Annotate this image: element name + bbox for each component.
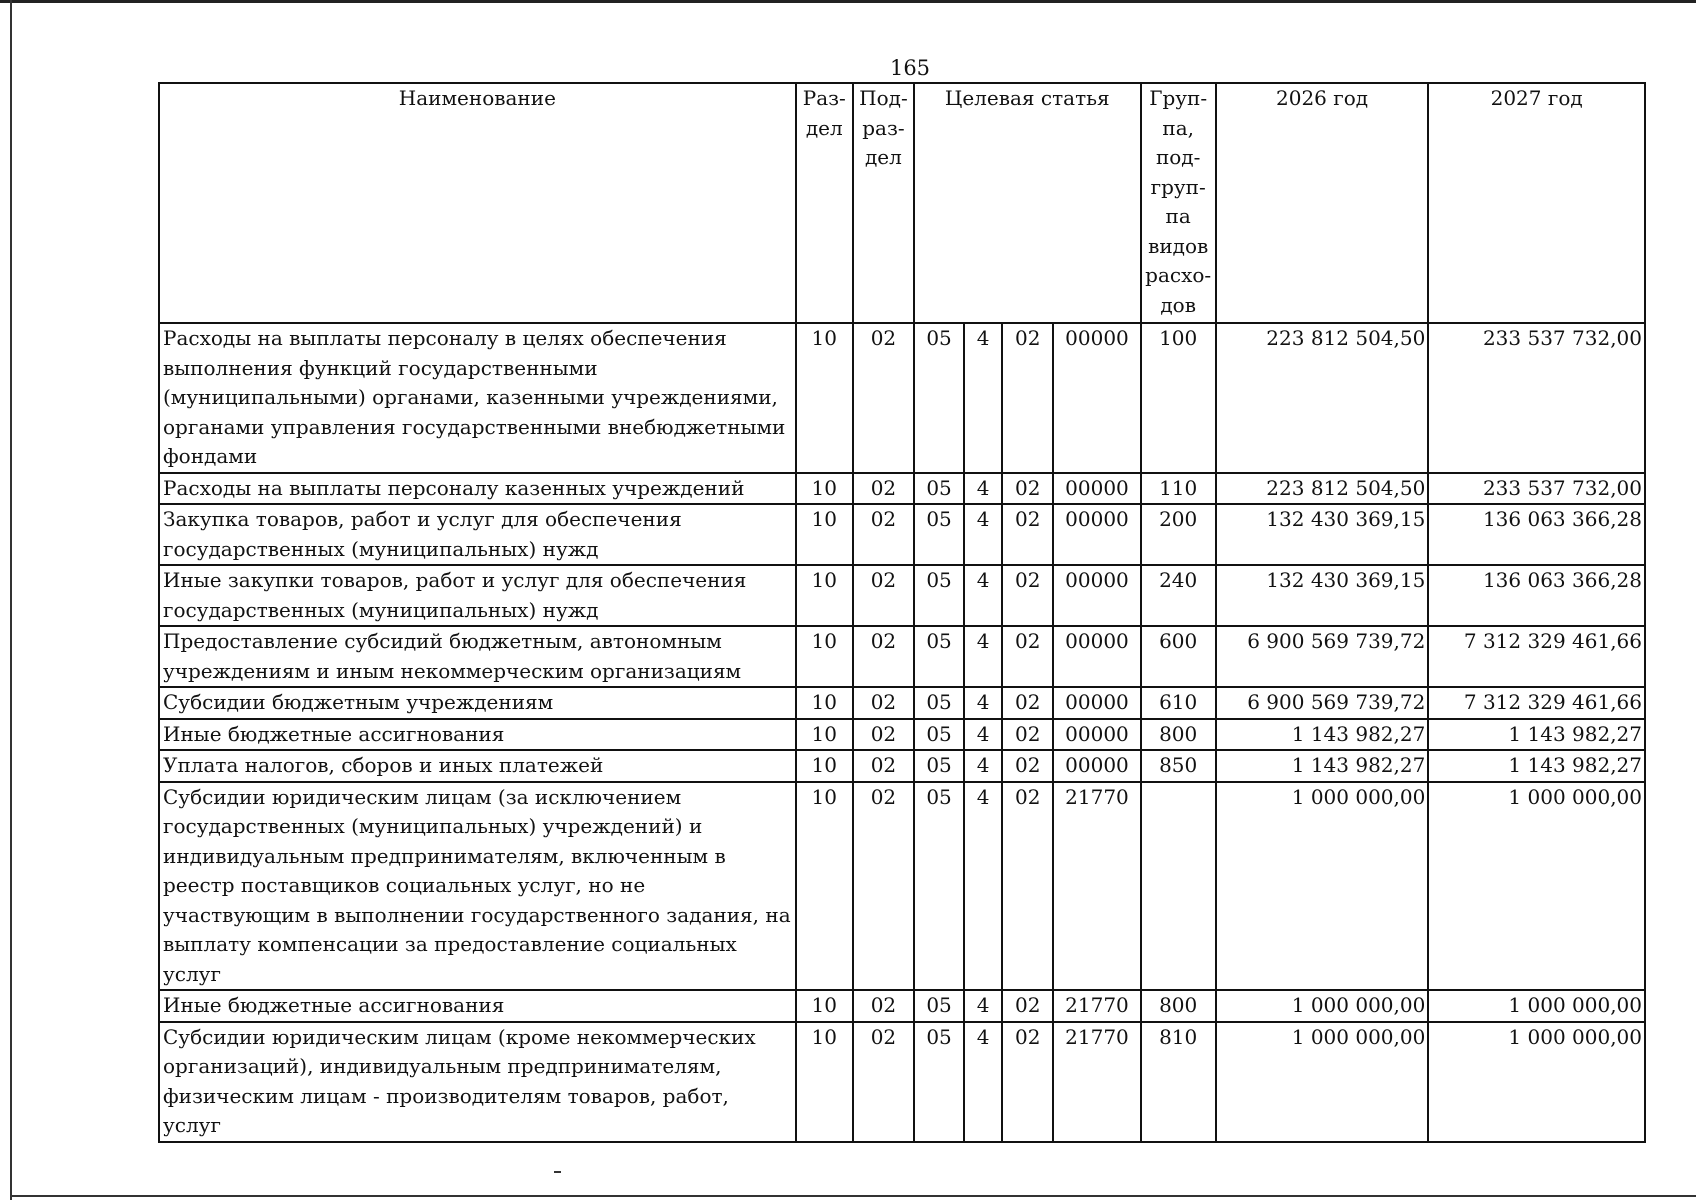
cell-cs-type: 4: [964, 750, 1002, 782]
cell-amount-2027: 233 537 732,00: [1428, 323, 1645, 473]
cell-cs-program: 05: [914, 990, 964, 1022]
cell-cs-program: 05: [914, 565, 964, 626]
cell-razdel: 10: [796, 323, 853, 473]
cell-name: Субсидии юридическим лицам (за исключением государственных (муниципальных) учреждений) и индивидуальным предпринимателям, включенным в реестр поставщиков социальных услуг, но не участвующим в выполнении государственного задания, на выплату компенсации за предоставление социальных услуг: [159, 782, 796, 991]
table-row: [159, 473, 1645, 505]
cell-cs-subprogram: 02: [1002, 782, 1053, 991]
cell-cs-program: 05: [914, 687, 964, 719]
table-row: [159, 782, 1645, 991]
cell-amount-2027: 7 312 329 461,66: [1428, 626, 1645, 687]
cell-amount-2027: 1 000 000,00: [1428, 782, 1645, 991]
cell-podrazdel: 02: [853, 782, 914, 991]
cell-amount-2026: 1 143 982,27: [1216, 750, 1429, 782]
cell-cs-subprogram: 02: [1002, 719, 1053, 751]
cell-podrazdel: 02: [853, 719, 914, 751]
cell-cs-program: 05: [914, 504, 964, 565]
cell-podrazdel: 02: [853, 473, 914, 505]
cell-cs-program: 05: [914, 626, 964, 687]
cell-cs-direction: 00000: [1053, 473, 1140, 505]
table-row: [159, 565, 1645, 626]
cell-cs-subprogram: 02: [1002, 990, 1053, 1022]
cell-cs-subprogram: 02: [1002, 565, 1053, 626]
cell-cs-program: 05: [914, 473, 964, 505]
cell-cs-type: 4: [964, 990, 1002, 1022]
cell-cs-program: 05: [914, 782, 964, 991]
cell-razdel: 10: [796, 687, 853, 719]
table-row: [159, 719, 1645, 751]
cell-razdel: 10: [796, 990, 853, 1022]
cell-amount-2026: 6 900 569 739,72: [1216, 687, 1429, 719]
cell-vid-rashodov: 800: [1141, 719, 1216, 751]
cell-vid-rashodov: [1141, 782, 1216, 991]
header-razdel: Раз- дел: [796, 83, 853, 323]
cell-cs-type: 4: [964, 504, 1002, 565]
cell-cs-direction: 21770: [1053, 990, 1140, 1022]
cell-podrazdel: 02: [853, 1022, 914, 1142]
scan-edge-top: [0, 0, 1696, 3]
cell-amount-2027: 1 000 000,00: [1428, 990, 1645, 1022]
budget-table: [158, 82, 1646, 1143]
cell-name: Расходы на выплаты персоналу казенных учреждений: [159, 473, 796, 505]
cell-amount-2026: 1 000 000,00: [1216, 1022, 1429, 1142]
cell-cs-direction: 21770: [1053, 782, 1140, 991]
cell-vid-rashodov: 810: [1141, 1022, 1216, 1142]
cell-vid-rashodov: 800: [1141, 990, 1216, 1022]
cell-cs-type: 4: [964, 473, 1002, 505]
table-row: [159, 504, 1645, 565]
cell-amount-2026: 132 430 369,15: [1216, 504, 1429, 565]
cell-razdel: 10: [796, 719, 853, 751]
cell-cs-subprogram: 02: [1002, 504, 1053, 565]
header-name: Наименование: [159, 83, 796, 323]
table-header-row: [159, 83, 1645, 323]
cell-vid-rashodov: 100: [1141, 323, 1216, 473]
cell-cs-program: 05: [914, 1022, 964, 1142]
cell-cs-type: 4: [964, 626, 1002, 687]
cell-vid-rashodov: 110: [1141, 473, 1216, 505]
cell-vid-rashodov: 850: [1141, 750, 1216, 782]
cell-amount-2027: 1 000 000,00: [1428, 1022, 1645, 1142]
cell-cs-subprogram: 02: [1002, 750, 1053, 782]
cell-cs-subprogram: 02: [1002, 1022, 1053, 1142]
scan-edge-left: [10, 0, 12, 1200]
cell-cs-type: 4: [964, 782, 1002, 991]
cell-amount-2026: 1 143 982,27: [1216, 719, 1429, 751]
cell-vid-rashodov: 240: [1141, 565, 1216, 626]
cell-cs-direction: 00000: [1053, 565, 1140, 626]
cell-cs-program: 05: [914, 750, 964, 782]
cell-amount-2027: 1 143 982,27: [1428, 719, 1645, 751]
cell-name: Субсидии юридическим лицам (кроме некоммерческих организаций), индивидуальным предпринимателям, физическим лицам - производителям товаров, работ, услуг: [159, 1022, 796, 1142]
cell-podrazdel: 02: [853, 323, 914, 473]
cell-cs-subprogram: 02: [1002, 323, 1053, 473]
header-celevaya-statya: Целевая статья: [914, 83, 1141, 323]
page-number: 165: [889, 56, 931, 80]
cell-name: Уплата налогов, сборов и иных платежей: [159, 750, 796, 782]
table-row: [159, 750, 1645, 782]
cell-name: Субсидии бюджетным учреждениям: [159, 687, 796, 719]
cell-amount-2026: 6 900 569 739,72: [1216, 626, 1429, 687]
cell-vid-rashodov: 610: [1141, 687, 1216, 719]
cell-cs-direction: 00000: [1053, 323, 1140, 473]
cell-razdel: 10: [796, 626, 853, 687]
cell-cs-type: 4: [964, 687, 1002, 719]
cell-razdel: 10: [796, 473, 853, 505]
table-row: [159, 323, 1645, 473]
cell-razdel: 10: [796, 504, 853, 565]
table-row: [159, 687, 1645, 719]
cell-cs-type: 4: [964, 323, 1002, 473]
table-body: [159, 323, 1645, 1142]
cell-amount-2027: 233 537 732,00: [1428, 473, 1645, 505]
header-podrazdel: Под- раз- дел: [853, 83, 914, 323]
cell-vid-rashodov: 600: [1141, 626, 1216, 687]
cell-podrazdel: 02: [853, 687, 914, 719]
cell-amount-2026: 223 812 504,50: [1216, 323, 1429, 473]
cell-name: Иные бюджетные ассигнования: [159, 719, 796, 751]
cell-amount-2027: 136 063 366,28: [1428, 565, 1645, 626]
cell-cs-direction: 00000: [1053, 626, 1140, 687]
cell-cs-program: 05: [914, 719, 964, 751]
cell-name: Иные закупки товаров, работ и услуг для обеспечения государственных (муниципальных) нужд: [159, 565, 796, 626]
scan-artifact: [554, 1171, 561, 1173]
cell-amount-2026: 223 812 504,50: [1216, 473, 1429, 505]
cell-razdel: 10: [796, 565, 853, 626]
header-2026: 2026 год: [1216, 83, 1429, 323]
cell-razdel: 10: [796, 1022, 853, 1142]
cell-cs-type: 4: [964, 719, 1002, 751]
cell-razdel: 10: [796, 750, 853, 782]
cell-podrazdel: 02: [853, 990, 914, 1022]
cell-name: Расходы на выплаты персоналу в целях обеспечения выполнения функций государственными (муниципальными) органами, казенными учреждениями, органами управления государственными внебюджетными фондами: [159, 323, 796, 473]
cell-podrazdel: 02: [853, 750, 914, 782]
cell-cs-type: 4: [964, 565, 1002, 626]
table-row: [159, 1022, 1645, 1142]
cell-amount-2026: 1 000 000,00: [1216, 990, 1429, 1022]
cell-cs-direction: 00000: [1053, 750, 1140, 782]
cell-razdel: 10: [796, 782, 853, 991]
scan-edge-bottom: [10, 1195, 1696, 1197]
cell-amount-2027: 7 312 329 461,66: [1428, 687, 1645, 719]
cell-amount-2027: 1 143 982,27: [1428, 750, 1645, 782]
cell-name: Закупка товаров, работ и услуг для обеспечения государственных (муниципальных) нужд: [159, 504, 796, 565]
cell-cs-subprogram: 02: [1002, 687, 1053, 719]
table-row: [159, 990, 1645, 1022]
table-row: [159, 626, 1645, 687]
cell-podrazdel: 02: [853, 565, 914, 626]
header-2027: 2027 год: [1428, 83, 1645, 323]
cell-cs-direction: 21770: [1053, 1022, 1140, 1142]
cell-cs-direction: 00000: [1053, 504, 1140, 565]
cell-vid-rashodov: 200: [1141, 504, 1216, 565]
cell-cs-subprogram: 02: [1002, 626, 1053, 687]
cell-podrazdel: 02: [853, 626, 914, 687]
cell-amount-2027: 136 063 366,28: [1428, 504, 1645, 565]
cell-amount-2026: 132 430 369,15: [1216, 565, 1429, 626]
cell-name: Предоставление субсидий бюджетным, автономным учреждениям и иным некоммерческим организациям: [159, 626, 796, 687]
cell-name: Иные бюджетные ассигнования: [159, 990, 796, 1022]
cell-amount-2026: 1 000 000,00: [1216, 782, 1429, 991]
header-gruppa-vidov-rashodov: Груп- па, под- груп- па видов расхо- дов: [1141, 83, 1216, 323]
cell-cs-type: 4: [964, 1022, 1002, 1142]
cell-cs-direction: 00000: [1053, 719, 1140, 751]
cell-podrazdel: 02: [853, 504, 914, 565]
cell-cs-subprogram: 02: [1002, 473, 1053, 505]
cell-cs-direction: 00000: [1053, 687, 1140, 719]
cell-cs-program: 05: [914, 323, 964, 473]
